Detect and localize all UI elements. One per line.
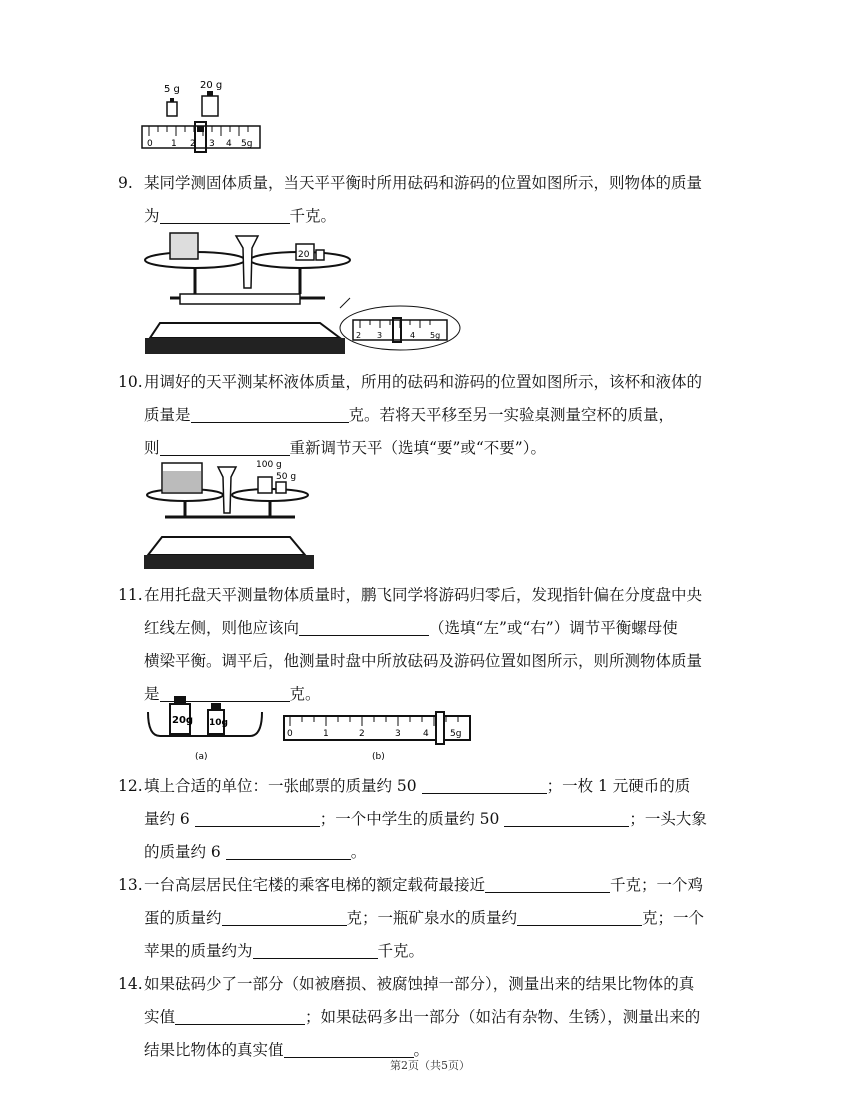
tick-2: 2	[190, 139, 196, 149]
question-text: 千克。	[289, 207, 337, 225]
question-text: 横梁平衡。调平后，他测量时盘中所放砝码及游码位置如图所示，则所测物体质量	[144, 652, 703, 670]
question-text: ；一个中学生的质量约 50	[319, 810, 500, 828]
answer-blank[interactable]	[160, 439, 290, 456]
question-text: 填上合适的单位：一张邮票的质量约 50	[144, 777, 417, 795]
question-text: ；一头大象	[629, 810, 707, 828]
tick-3: 3	[395, 729, 401, 739]
question-text: 苹果的质量约为	[144, 942, 253, 960]
tick-1: 1	[323, 729, 329, 739]
caption-a: (a)	[195, 752, 208, 762]
answer-blank[interactable]	[284, 1041, 414, 1058]
answer-blank[interactable]	[175, 1008, 305, 1025]
tick-3: 3	[209, 139, 215, 149]
question-text: 某同学测固体质量，当天平平衡时所用砝码和游码的位置如图所示，则物体的质量	[144, 174, 703, 192]
answer-blank[interactable]	[422, 777, 547, 794]
answer-blank[interactable]	[191, 406, 349, 423]
question-number: 11.	[118, 586, 143, 604]
page-footer: 第2页（共5页）	[390, 1059, 470, 1072]
figure-q11	[140, 692, 480, 764]
answer-blank[interactable]	[195, 810, 320, 827]
question-number: 13.	[118, 876, 143, 894]
question-number: 12.	[118, 777, 143, 795]
answer-blank[interactable]	[226, 843, 351, 860]
question-text: 克。若将天平移至另一实验桌测量空杯的质量，	[348, 406, 675, 424]
answer-blank[interactable]	[222, 909, 347, 926]
tick-5g: 5g	[450, 729, 462, 739]
tick-3: 3	[377, 331, 383, 340]
answer-blank[interactable]	[504, 810, 629, 827]
question-text: 是	[144, 685, 160, 703]
weight-label-20g: 20 g	[200, 80, 223, 91]
question-text: 重新调节天平（选填“要”或“不要”）。	[289, 439, 546, 457]
weight-label-50g: 50 g	[276, 472, 297, 482]
question-9	[118, 167, 768, 233]
question-text: 红线左侧，则他应该向	[144, 619, 300, 637]
question-text: 。	[413, 1041, 430, 1059]
question-text: （选填“左”或“右”）调节平衡螺母使	[429, 619, 678, 637]
figure-balance-q9	[140, 228, 465, 358]
weight-label-5g: 5 g	[164, 84, 180, 95]
rider-icon	[436, 712, 444, 744]
question-text: 实值	[144, 1008, 176, 1026]
tick-1: 1	[171, 139, 177, 149]
question-text: 克。	[289, 685, 321, 703]
question-text: 。	[350, 843, 367, 861]
figure-weights-ruler-top	[140, 78, 265, 163]
question-text: 在用托盘天平测量物体质量时，鹏飞同学将游码归零后，发现指针偏在分度盘中央	[144, 586, 703, 604]
tick-5g: 5g	[241, 139, 253, 149]
weight-label-100g: 100 g	[256, 460, 282, 470]
question-text: 则	[144, 439, 160, 457]
question-text: ；如果砝码多出一部分（如沾有杂物、生锈），测量出来的	[305, 1008, 701, 1026]
question-number: 9.	[118, 174, 133, 192]
question-text: 用调好的天平测某杯液体质量，所用的砝码和游码的位置如图所示，该杯和液体的	[144, 373, 703, 391]
answer-blank[interactable]	[485, 876, 610, 893]
question-text: 蛋的质量约	[144, 909, 222, 927]
tick-4: 4	[423, 729, 429, 739]
tick-4: 4	[410, 331, 416, 340]
tick-2: 2	[356, 331, 362, 340]
object-cube-icon	[170, 233, 198, 259]
question-text: 如果砝码少了一部分（如被磨损、被腐蚀掉一部分），测量出来的结果比物体的真	[144, 975, 695, 993]
question-13	[118, 869, 768, 968]
question-number: 10.	[118, 373, 143, 391]
tick-5g: 5g	[430, 331, 441, 340]
caption-b: (b)	[372, 752, 385, 762]
weight-label-10g: 10g	[209, 718, 228, 728]
balance-base-icon	[145, 338, 345, 354]
tick-0: 0	[147, 139, 153, 149]
question-text: 为	[144, 207, 160, 225]
question-text: ；一枚 1 元硬币的质	[546, 777, 691, 795]
question-text: 千克；一个鸡	[610, 876, 704, 894]
question-10	[118, 366, 768, 465]
question-12	[118, 770, 768, 869]
weight-5g-icon	[167, 102, 177, 116]
weight-label: 20	[298, 250, 310, 260]
answer-blank[interactable]	[160, 207, 290, 224]
answer-blank[interactable]	[253, 942, 378, 959]
question-text: 量约 6	[144, 810, 190, 828]
question-number: 14.	[118, 975, 143, 993]
figure-balance-q10	[140, 455, 320, 573]
question-text: 克；一个	[642, 909, 705, 927]
weight-label-20g: 20g	[172, 715, 194, 726]
tick-2: 2	[359, 729, 365, 739]
weight-100g-icon	[258, 477, 272, 493]
question-text: 千克。	[377, 942, 425, 960]
question-14	[118, 968, 768, 1067]
weight-20g-icon	[202, 96, 218, 116]
tick-4: 4	[226, 139, 232, 149]
answer-blank[interactable]	[517, 909, 642, 926]
weight-50g-icon	[276, 482, 286, 493]
question-text: 质量是	[144, 406, 191, 424]
question-text: 结果比物体的真实值	[144, 1041, 284, 1059]
pan-icon	[148, 712, 262, 736]
balance-base-icon	[144, 555, 314, 569]
answer-blank[interactable]	[299, 619, 429, 636]
question-text: 一台高层居民住宅楼的乘客电梯的额定载荷最接近	[144, 876, 486, 894]
question-text: 的质量约 6	[144, 843, 221, 861]
tick-0: 0	[287, 729, 293, 739]
question-text: 克；一瓶矿泉水的质量约	[346, 909, 518, 927]
